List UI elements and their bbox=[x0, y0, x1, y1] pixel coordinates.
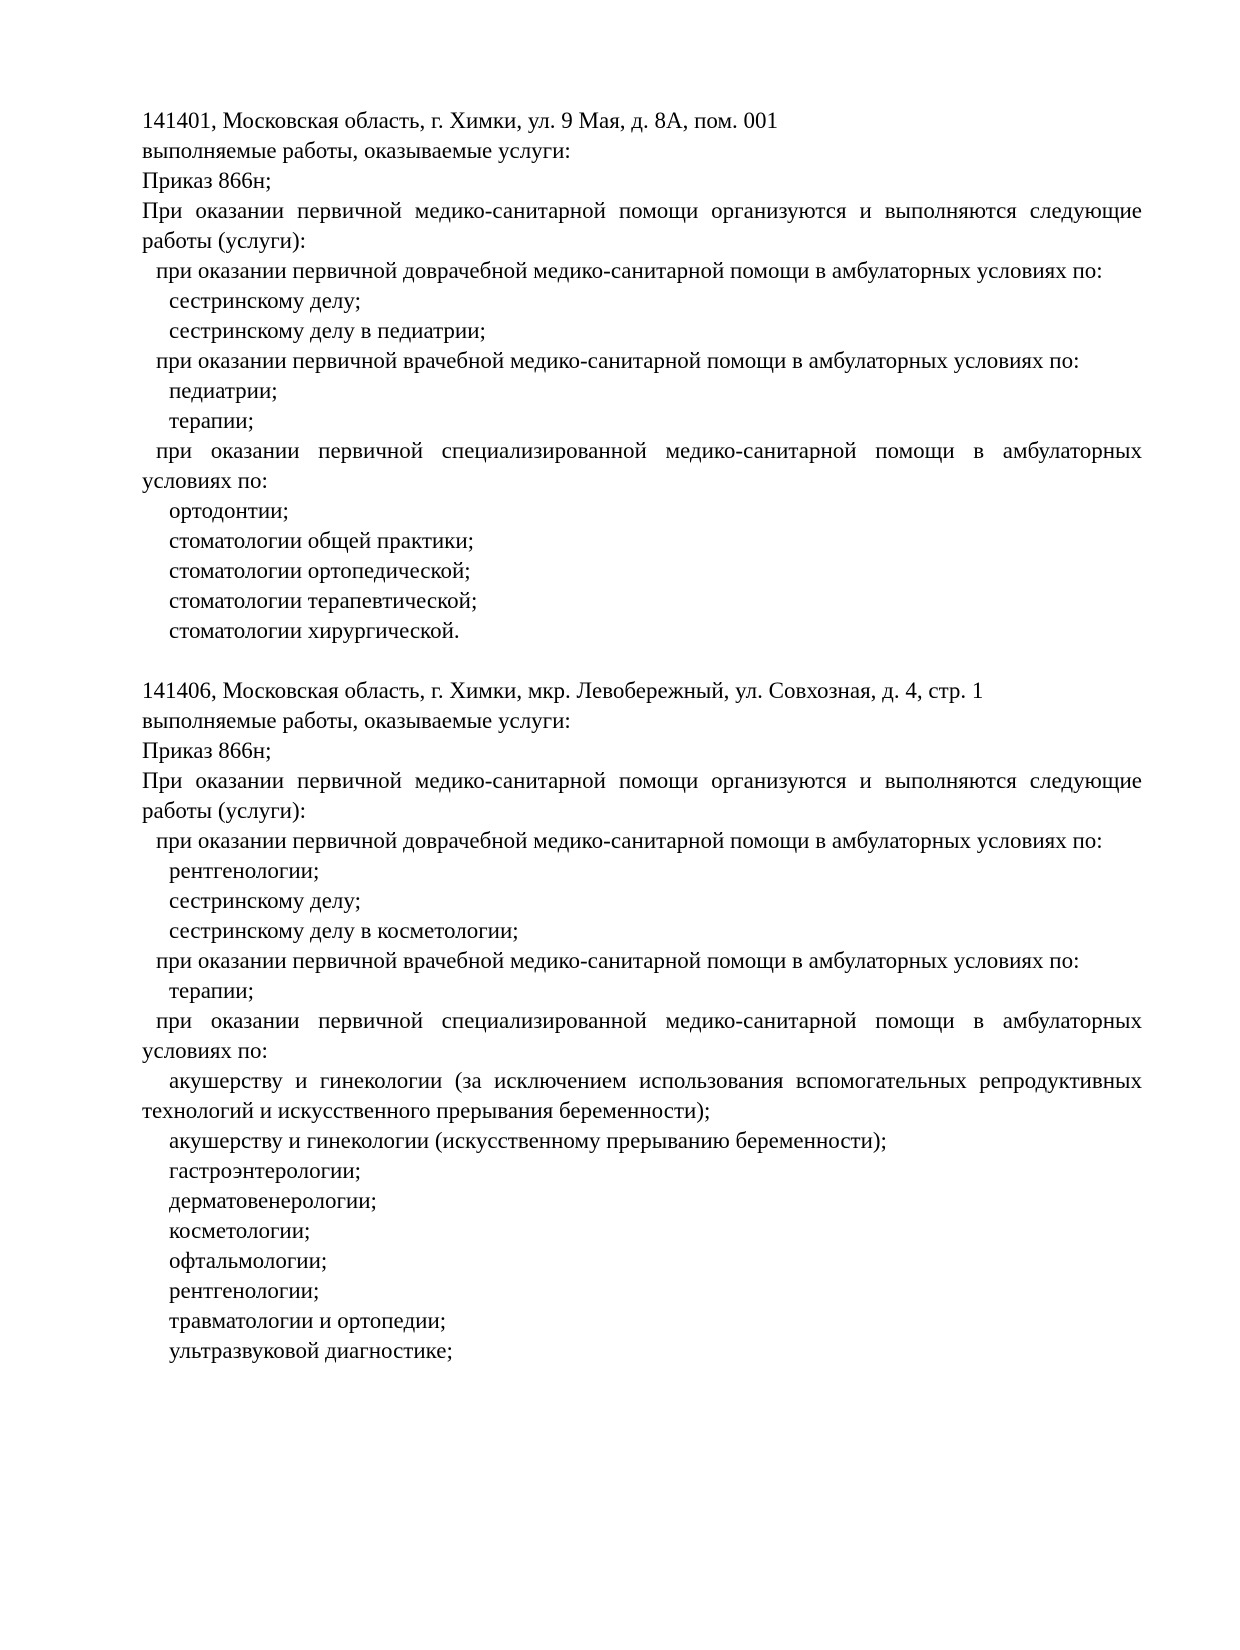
work-item: при оказании первичной врачебной медико-санитарной помощи в амбулаторных условиях по: bbox=[156, 948, 1080, 973]
license-works-list bbox=[142, 106, 1142, 1366]
works-services-label: выполняемые работы, оказываемые услуги: bbox=[142, 138, 571, 163]
work-item: травматологии и ортопедии; bbox=[169, 1308, 447, 1333]
work-item: При оказании первичной медико-санитарной помощи организуются и выполняются следующие работы (услуги): bbox=[142, 768, 1142, 823]
work-item: При оказании первичной медико-санитарной помощи организуются и выполняются следующие работы (услуги): bbox=[142, 198, 1142, 253]
work-item: при оказании первичной специализированной медико-санитарной помощи в амбулаторных условиях по: bbox=[142, 438, 1142, 493]
work-item: акушерству и гинекологии (искусственному прерыванию беременности); bbox=[169, 1128, 887, 1153]
work-item: сестринскому делу в косметологии; bbox=[169, 918, 519, 943]
work-item: акушерству и гинекологии (за исключением использования вспомогательных репродуктивных технологий и искусственного прерывания беременности); bbox=[142, 1068, 1142, 1123]
work-item: терапии; bbox=[169, 408, 254, 433]
order-reference: Приказ 866н; bbox=[142, 738, 272, 763]
work-item: при оказании первичной врачебной медико-санитарной помощи в амбулаторных условиях по: bbox=[156, 348, 1080, 373]
address-line: 141401, Московская область, г. Химки, ул. 9 Мая, д. 8А, пом. 001 bbox=[142, 108, 779, 133]
work-item: терапии; bbox=[169, 978, 254, 1003]
work-item: педиатрии; bbox=[169, 378, 278, 403]
work-item: офтальмологии; bbox=[169, 1248, 328, 1273]
work-item: гастроэнтерологии; bbox=[169, 1158, 362, 1183]
address-line: 141406, Московская область, г. Химки, мкр. Левобережный, ул. Совхозная, д. 4, стр. 1 bbox=[142, 678, 984, 703]
works-services-label: выполняемые работы, оказываемые услуги: bbox=[142, 708, 571, 733]
work-item: рентгенологии; bbox=[169, 858, 320, 883]
work-item: стоматологии хирургической. bbox=[169, 618, 460, 643]
work-item: стоматологии ортопедической; bbox=[169, 558, 471, 583]
address-block bbox=[142, 676, 1142, 1366]
work-item: при оказании первичной специализированной медико-санитарной помощи в амбулаторных условиях по: bbox=[142, 1008, 1142, 1063]
work-item: косметологии; bbox=[169, 1218, 311, 1243]
work-item: стоматологии терапевтической; bbox=[169, 588, 478, 613]
address-block bbox=[142, 106, 1142, 646]
work-item: при оказании первичной доврачебной медико-санитарной помощи в амбулаторных условиях по: bbox=[156, 828, 1103, 853]
work-item: сестринскому делу в педиатрии; bbox=[169, 318, 486, 343]
order-reference: Приказ 866н; bbox=[142, 168, 272, 193]
work-item: при оказании первичной доврачебной медико-санитарной помощи в амбулаторных условиях по: bbox=[156, 258, 1103, 283]
work-item: дерматовенерологии; bbox=[169, 1188, 377, 1213]
work-item: сестринскому делу; bbox=[169, 888, 361, 913]
work-item: сестринскому делу; bbox=[169, 288, 361, 313]
work-item: ультразвуковой диагностике; bbox=[169, 1338, 453, 1363]
work-item: рентгенологии; bbox=[169, 1278, 320, 1303]
work-item: стоматологии общей практики; bbox=[169, 528, 475, 553]
work-item: ортодонтии; bbox=[169, 498, 289, 523]
